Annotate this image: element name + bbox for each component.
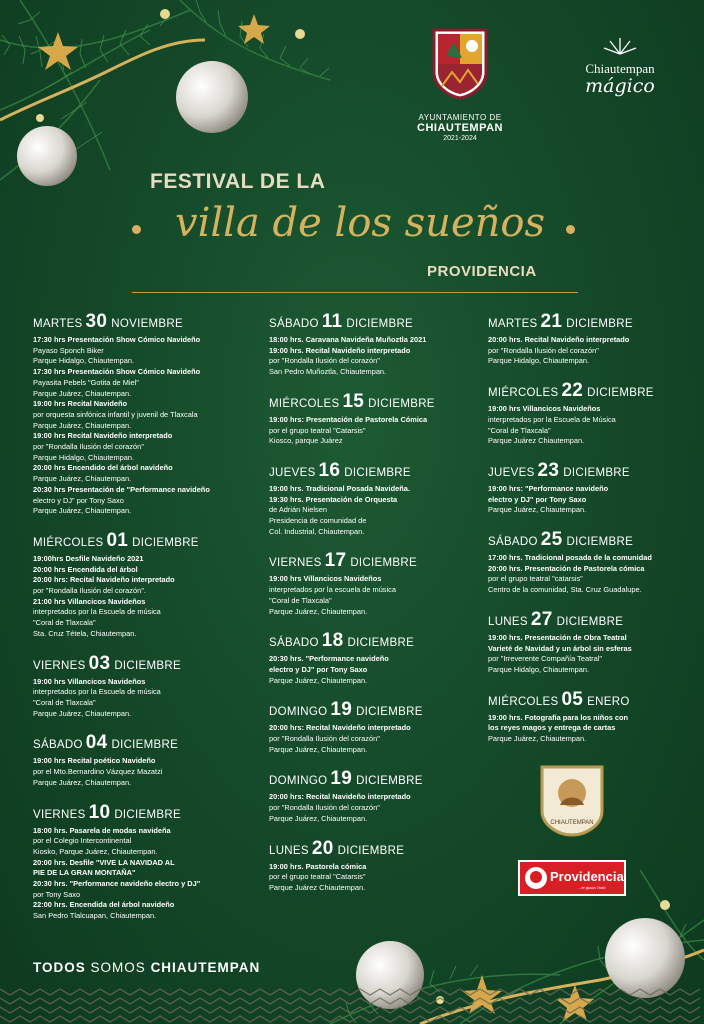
event-date-block xyxy=(488,689,688,745)
event-month: DICIEMBRE xyxy=(346,318,414,330)
event-month: DICIEMBRE xyxy=(368,397,435,410)
event-date-heading xyxy=(269,460,474,484)
event-day-number: 19 xyxy=(330,768,353,790)
event-detail-line: Kiosco, parque Juárez xyxy=(269,436,343,446)
event-date-heading xyxy=(33,802,258,826)
footer-word-chiautempan: CHIAUTEMPAN xyxy=(150,960,261,975)
chiautempan-crest-icon xyxy=(540,765,604,837)
zigzag-line xyxy=(0,998,700,1004)
event-detail-line: Parque Hidalgo, Chiautempan. xyxy=(33,356,135,366)
event-detail-line: Parque Juárez, Chiautempan. xyxy=(269,606,368,616)
event-detail-line: 19:00 hrs: Presentación de Pastorela Cómica xyxy=(269,414,428,424)
event-detail-line: por el Colegio Intercontinental xyxy=(33,836,132,846)
event-detail-line: Parque Juárez, Chiautempan. xyxy=(33,708,132,718)
event-detail-line: 20:00 hrs. Recital Navideño interpretado xyxy=(488,335,630,344)
event-detail-line: 20:00 hrs Encendida del árbol xyxy=(33,564,138,574)
event-date-block xyxy=(269,838,474,894)
event-date-block xyxy=(488,529,688,596)
footer-word-somos: SOMOS xyxy=(90,960,146,975)
event-month: ENERO xyxy=(587,695,630,708)
event-detail-line: Col. Industrial, Chiautempan. xyxy=(269,526,365,536)
event-detail-line: los reyes magos y entrega de cartas xyxy=(488,723,616,733)
sun-rays-icon xyxy=(600,36,640,56)
event-detail-line: Parque Juárez, Chiautempan. xyxy=(269,744,368,754)
zigzag-pattern-band xyxy=(0,985,704,1024)
event-detail-line: Payaso Sponch Biker xyxy=(33,345,104,355)
event-month: DICIEMBRE xyxy=(566,318,633,330)
event-date-heading xyxy=(33,732,258,756)
event-detail-line: 19:00 hrs: "Performance navideño xyxy=(488,483,609,493)
event-date-block xyxy=(33,653,258,720)
event-detail-line: Parque Juárez, Chiautempan. xyxy=(33,506,132,516)
event-detail-line: electro y DJ" por Tony Saxo xyxy=(269,664,368,674)
event-date-block xyxy=(33,802,258,922)
schedule-column-1 xyxy=(33,311,258,935)
event-detail-line: 19:00 hrs Recital poético Navideño xyxy=(33,756,156,766)
event-detail-line: "Coral de Tlaxcala" xyxy=(488,425,551,435)
event-detail-line: interpretados por la Escuela de Música xyxy=(488,414,616,424)
event-detail-line: 20:30 hrs. "Performance navideño xyxy=(269,654,389,664)
event-detail-line: 21:00 hrs Villancicos Navideños xyxy=(33,596,146,606)
magic-logo-bottom: mágico xyxy=(585,75,655,97)
sponsor-name: Providencia xyxy=(550,869,624,884)
event-month: DICIEMBRE xyxy=(114,659,181,672)
ayuntamiento-years: 2021-2024 xyxy=(443,135,477,142)
gold-dot-right xyxy=(566,225,575,234)
event-detail-line: Varieté de Navidad y un árbol sin esferas xyxy=(488,643,632,653)
event-date-heading xyxy=(269,311,474,335)
event-day-number: 27 xyxy=(530,608,553,630)
event-detail-line: 19:00 hrs. Fotografía para los niños con xyxy=(488,712,629,722)
event-weekday: SÁBADO xyxy=(269,318,319,330)
event-date-heading xyxy=(33,311,258,335)
providencia-logo-icon xyxy=(524,866,548,890)
zigzag-line xyxy=(0,989,700,995)
event-date-heading xyxy=(488,380,688,404)
ayuntamiento-line1: AYUNTAMIENTO DE xyxy=(418,113,502,122)
event-detail-line: Sta. Cruz Tétela, Chiautempan. xyxy=(33,628,137,638)
event-month: DICIEMBRE xyxy=(556,615,624,628)
gold-dot-left xyxy=(132,225,141,234)
event-weekday: SÁBADO xyxy=(488,536,538,549)
event-day-number: 03 xyxy=(88,652,111,674)
event-month: DICIEMBRE xyxy=(356,775,423,788)
event-detail-line: interpretados por la Escuela de música xyxy=(33,607,161,617)
event-weekday: MIÉRCOLES xyxy=(269,397,340,410)
event-detail-line: por el grupo teatral "catarsis" xyxy=(488,574,583,584)
footer-slogan xyxy=(33,960,260,975)
ayuntamiento-name: CHIAUTEMPAN xyxy=(417,122,503,134)
event-detail-line: por el grupo teatral "Catarsis" xyxy=(269,425,366,435)
event-detail-line: "Coral de Tlaxcala" xyxy=(33,697,96,707)
event-date-heading xyxy=(269,768,474,792)
event-detail-line: 18:00 hrs. Pasarela de modas navideña xyxy=(33,825,171,835)
event-detail-line: 17:30 hrs Presentación Show Cómico Navideño xyxy=(33,367,201,377)
event-detail-line: Parque Hidalgo, Chiautempan. xyxy=(488,356,590,366)
event-date-block xyxy=(488,460,688,516)
event-date-block xyxy=(33,732,258,788)
event-date-block xyxy=(269,768,474,824)
event-day-number: 01 xyxy=(106,529,129,551)
event-date-block xyxy=(33,530,258,640)
event-detail-line: Parque Juárez, Chiautempan. xyxy=(33,388,132,398)
event-date-heading xyxy=(33,530,258,554)
event-detail-line: 19:00 hrs Recital Navideño xyxy=(33,399,128,409)
event-detail-line: 19:00 hrs. Recital Navideño interpretado xyxy=(269,345,411,355)
event-day-number: 04 xyxy=(85,732,108,754)
event-weekday: MIÉRCOLES xyxy=(488,695,559,708)
event-detail-line: 19:00 hrs. Pastorela cómica xyxy=(269,861,367,871)
event-detail-line: 20:00 hrs: Recital Navideño interpretado xyxy=(33,575,175,585)
event-detail-line: Parque Juárez, Chiautempan. xyxy=(33,474,132,484)
event-day-number: 25 xyxy=(540,529,563,551)
event-date-heading xyxy=(269,838,474,862)
event-date-heading xyxy=(488,689,688,713)
event-weekday: SÁBADO xyxy=(269,637,319,650)
event-detail-line: 20:00 hrs Encendido del árbol navideño xyxy=(33,463,173,473)
zigzag-line xyxy=(0,1016,700,1022)
event-weekday: VIERNES xyxy=(33,808,86,821)
event-detail-line: por el Mto.Bernardino Vázquez Mazatzi xyxy=(33,767,163,777)
municipal-shield-icon xyxy=(432,28,488,100)
event-date-block xyxy=(269,550,474,617)
event-detail-line: Parque Juárez, Chiautempan. xyxy=(269,813,368,823)
event-detail-line: 20:00 hrs: Recital Navideño interpretado xyxy=(269,723,411,733)
event-weekday: LUNES xyxy=(488,615,528,628)
crest-label: CHIAUTEMPAN xyxy=(550,820,594,826)
event-detail-line: 20:00 hrs. Presentación de Pastorela cómica xyxy=(488,563,645,573)
event-detail-line: 19:00 hrs. Tradicional Posada Navideña. xyxy=(269,483,410,493)
event-detail-line: 17:30 hrs Presentación Show Cómico Navideño xyxy=(33,335,201,344)
event-month: DICIEMBRE xyxy=(114,808,181,821)
event-weekday: DOMINGO xyxy=(269,706,328,719)
event-detail-line: Parque Juárez Chiautempan. xyxy=(269,882,366,892)
event-day-number: 21 xyxy=(540,311,563,332)
title-divider xyxy=(132,292,578,293)
event-date-block xyxy=(269,460,474,538)
event-weekday: JUEVES xyxy=(488,466,535,479)
event-day-number: 19 xyxy=(330,699,353,721)
event-month: DICIEMBRE xyxy=(350,557,417,570)
event-detail-line: 17:00 hrs. Tradicional posada de la comunidad xyxy=(488,553,652,563)
event-detail-line: por "Rondalla Ilusión del corazón" xyxy=(269,356,380,366)
event-weekday: SÁBADO xyxy=(33,739,83,752)
zigzag-line xyxy=(0,1007,700,1013)
event-detail-line: de Adrián Nielsen xyxy=(269,505,327,515)
footer-word-todos: TODOS xyxy=(33,960,86,975)
event-detail-line: Parque Juárez Chiautempan. xyxy=(488,436,585,446)
event-month: DICIEMBRE xyxy=(132,536,199,549)
event-detail-line: 19:00 hrs Recital Navideño interpretado xyxy=(33,431,173,441)
event-detail-line: 20:00 hrs. Desfile "VIVE LA NAVIDAD AL xyxy=(33,857,175,867)
event-detail-line: "Coral de Tlaxcala" xyxy=(269,595,332,605)
event-detail-line: 20:30 hrs Presentación de "Performance navideño xyxy=(33,484,210,494)
event-detail-line: "Coral de Tlaxcala" xyxy=(33,618,96,628)
festival-script-title: villa de los sueños xyxy=(175,200,545,246)
event-detail-line: Kiosko, Parque Juárez, Chiautempan. xyxy=(33,846,158,856)
event-date-block xyxy=(269,630,474,686)
event-weekday: LUNES xyxy=(269,844,309,857)
event-detail-line: Payasita Pebels "Gotita de Miel" xyxy=(33,377,139,387)
event-detail-line: interpretados por la Escuela de música xyxy=(33,687,161,697)
event-date-block xyxy=(488,609,688,676)
event-month: DICIEMBRE xyxy=(563,466,630,479)
event-detail-line: Centro de la comunidad, Sta. Cruz Guadalupe. xyxy=(488,585,642,595)
event-month: DICIEMBRE xyxy=(347,637,415,650)
event-day-number: 30 xyxy=(85,311,108,332)
event-date-heading xyxy=(488,311,688,335)
event-detail-line: por Tony Saxo xyxy=(33,889,81,899)
event-day-number: 16 xyxy=(318,459,341,481)
event-day-number: 17 xyxy=(324,550,347,572)
event-month: DICIEMBRE xyxy=(337,844,405,857)
event-detail-line: 19:00 hrs Villancicos Navideños xyxy=(269,574,382,584)
event-month: DICIEMBRE xyxy=(356,706,423,719)
event-detail-line: 20:00 hrs: Recital Navideño interpretado xyxy=(269,792,411,802)
event-date-block xyxy=(269,391,474,447)
event-detail-line: 19:30 hrs. Presentación de Orquesta xyxy=(269,494,398,504)
event-weekday: DOMINGO xyxy=(269,775,328,788)
event-date-heading xyxy=(488,609,688,633)
chiautempan-magico-logo xyxy=(565,36,675,97)
magic-logo-top: Chiautempan xyxy=(585,61,655,76)
event-detail-line: 19:00 hrs. Presentación de Obra Teatral xyxy=(488,632,627,642)
event-detail-line: Parque Juárez, Chiautempan. xyxy=(488,505,587,515)
event-detail-line: Parque Juárez, Chiautempan. xyxy=(33,420,132,430)
event-weekday: MIÉRCOLES xyxy=(488,387,559,400)
event-detail-line: interpretados por la escuela de música xyxy=(269,585,396,595)
schedule-column-2 xyxy=(269,311,474,907)
event-day-number: 23 xyxy=(537,459,560,481)
event-month: DICIEMBRE xyxy=(566,536,634,549)
event-date-block xyxy=(488,380,688,447)
festival-title: FESTIVAL DE LA xyxy=(150,170,326,193)
providencia-sponsor-badge xyxy=(518,860,626,896)
event-day-number: 18 xyxy=(321,630,344,652)
event-date-heading xyxy=(269,699,474,723)
event-day-number: 15 xyxy=(342,390,365,412)
event-month: NOVIEMBRE xyxy=(111,318,183,330)
event-month: DICIEMBRE xyxy=(587,387,654,400)
event-detail-line: Parque Hidalgo, Chiautempan. xyxy=(488,664,590,674)
event-date-block xyxy=(269,311,474,378)
event-day-number: 20 xyxy=(311,837,334,859)
event-date-heading xyxy=(269,550,474,574)
event-detail-line: por "Rondalla Ilusión del corazón". xyxy=(33,586,146,596)
event-day-number: 11 xyxy=(321,311,343,332)
event-detail-line: San Pedro Muñoztla, Chiautempan. xyxy=(269,367,387,377)
event-detail-line: 19:00 hrs Villancicos Navideños xyxy=(33,676,146,686)
event-detail-line: PIE DE LA GRAN MONTAÑA" xyxy=(33,868,136,878)
event-detail-line: Parque Juárez, Chiautempan. xyxy=(488,734,587,744)
event-detail-line: San Pedro Tlalcuapan, Chiautempan. xyxy=(33,911,157,921)
event-detail-line: 18:00 hrs. Caravana Navideña Muñoztla 2021 xyxy=(269,335,427,344)
event-detail-line: por orquesta sinfónica infantil y juvenil de Tlaxcala xyxy=(33,409,198,419)
event-detail-line: por "Rondalla Ilusión del corazón" xyxy=(269,803,380,813)
event-weekday: VIERNES xyxy=(269,557,322,570)
event-detail-line: 20:30 hrs. "Performance navideño electro y DJ" xyxy=(33,879,201,889)
event-detail-line: por el grupo teatral "Catarsis" xyxy=(269,872,366,882)
event-weekday: MARTES xyxy=(33,318,83,330)
event-month: DICIEMBRE xyxy=(111,739,179,752)
schedule-column-3 xyxy=(488,311,688,758)
event-date-heading xyxy=(269,391,474,415)
event-date-heading xyxy=(269,630,474,654)
event-detail-line: Parque Juárez, Chiautempan. xyxy=(269,675,368,685)
event-weekday: MIÉRCOLES xyxy=(33,536,104,549)
event-weekday: VIERNES xyxy=(33,659,86,672)
event-detail-line: por "Rondalla Ilusión del corazón" xyxy=(488,345,599,355)
event-detail-line: 22:00 hrs. Encendida del árbol navideño xyxy=(33,900,175,910)
sponsor-tagline: ...te gusta Todo xyxy=(578,885,606,890)
event-weekday: MARTES xyxy=(488,318,538,330)
festival-subtitle: PROVIDENCIA xyxy=(427,263,537,280)
event-detail-line: electro y DJ" por Tony Saxo xyxy=(33,495,124,505)
ayuntamiento-logo xyxy=(415,28,505,142)
event-date-heading xyxy=(33,653,258,677)
event-detail-line: 19:00 hrs Villancicos Navideños xyxy=(488,404,601,414)
event-date-heading xyxy=(488,529,688,553)
event-day-number: 05 xyxy=(561,688,584,710)
event-date-block xyxy=(488,311,688,367)
event-weekday: JUEVES xyxy=(269,466,316,479)
event-detail-line: por "Rondalla Ilusión del corazón" xyxy=(33,442,144,452)
event-day-number: 10 xyxy=(88,801,111,823)
event-detail-line: por "Rondalla Ilusión del corazón" xyxy=(269,734,380,744)
event-detail-line: por "Irreverente Compañía Teatral" xyxy=(488,654,602,664)
event-detail-line: electro y DJ" por Tony Saxo xyxy=(488,494,587,504)
event-date-block xyxy=(33,311,258,517)
event-day-number: 22 xyxy=(561,380,584,402)
event-date-block xyxy=(269,699,474,755)
event-detail-line: Parque Juárez, Chiautempan. xyxy=(33,777,132,787)
event-detail-line: 19:00hrs Desfile Navideño 2021 xyxy=(33,553,144,563)
event-detail-line: Parque Hidalgo, Chiautempan. xyxy=(33,452,135,462)
event-date-heading xyxy=(488,460,688,484)
event-month: DICIEMBRE xyxy=(344,466,411,479)
event-detail-line: Presidencia de comunidad de xyxy=(269,516,367,526)
